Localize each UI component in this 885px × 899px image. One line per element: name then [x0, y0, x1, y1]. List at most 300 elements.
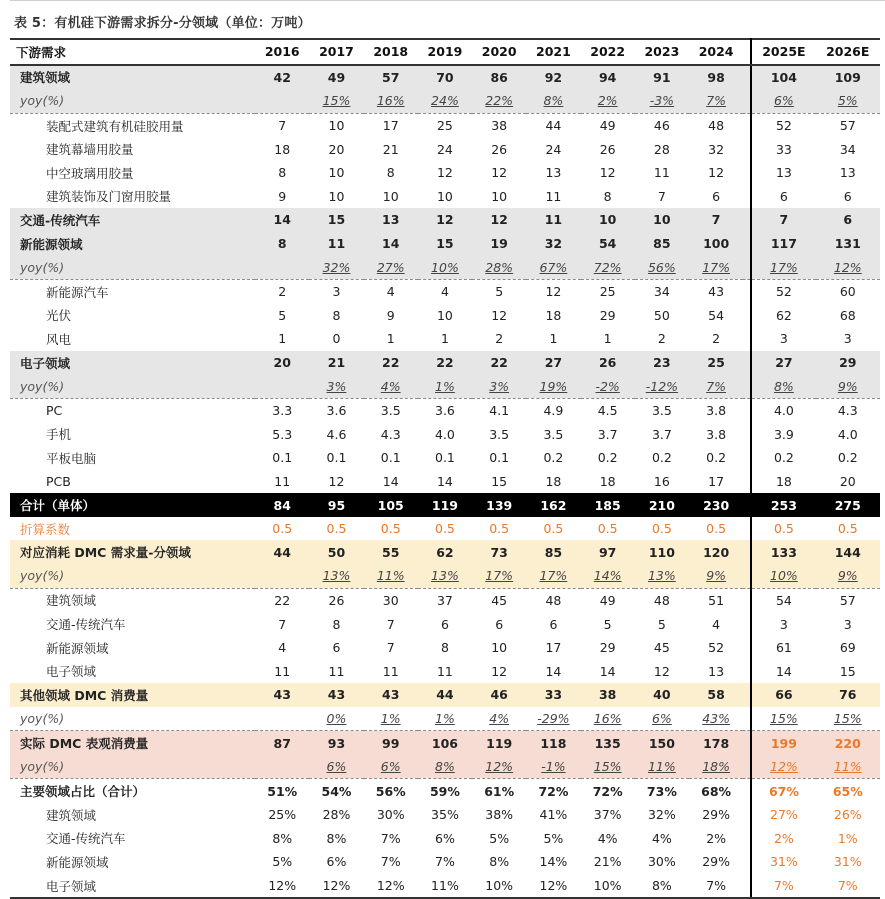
header-year: 2018	[364, 39, 418, 65]
value-cell: 43	[708, 284, 725, 300]
value-cell: 8	[603, 188, 612, 204]
value-cell: 6	[332, 640, 341, 656]
value-cell: 10%	[472, 874, 526, 899]
estimate-divider	[743, 39, 751, 65]
value-cell: 25%	[268, 807, 297, 823]
value-cell: 9	[278, 188, 287, 204]
value-cell: 50	[309, 540, 363, 564]
estimate-cell: 34	[839, 141, 856, 157]
value-cell: 26	[581, 351, 635, 375]
table-row	[10, 612, 880, 636]
table-row	[10, 304, 880, 328]
value-cell: 1%	[418, 707, 472, 731]
value-cell: 11	[274, 663, 291, 679]
value-cell: 26	[328, 592, 345, 608]
value-cell: 11	[274, 473, 291, 489]
estimate-divider	[743, 423, 751, 447]
value-cell: 12	[545, 284, 562, 300]
row-label: 手机	[46, 427, 72, 443]
estimate-cell: 7	[751, 208, 815, 232]
table-header-row	[10, 39, 880, 65]
value-cell: 97	[581, 540, 635, 564]
value-cell: 2	[657, 331, 666, 347]
value-cell: 9	[386, 307, 395, 323]
estimate-cell: 57	[839, 118, 856, 134]
row-label: 对应消耗 DMC 需求量-分领域	[10, 540, 255, 564]
value-cell: 6%	[309, 755, 363, 779]
estimate-cell: 52	[775, 284, 792, 300]
estimate-cell: 3	[843, 616, 852, 632]
value-cell: 3.8	[706, 403, 727, 419]
header-year: 2016	[255, 39, 309, 65]
value-cell: 12	[491, 307, 508, 323]
value-cell: 32	[526, 232, 580, 256]
value-cell: 4	[712, 616, 721, 632]
value-cell: 10%	[581, 874, 635, 899]
value-cell: 0.5	[272, 521, 293, 537]
value-cell: 1	[278, 331, 287, 347]
estimate-cell: 12%	[751, 755, 815, 779]
value-cell: 6%	[364, 755, 418, 779]
value-cell: 7	[689, 208, 743, 232]
estimate-divider	[743, 185, 751, 209]
value-cell: 106	[418, 731, 472, 755]
value-cell: 46	[472, 683, 526, 707]
table-row	[10, 89, 880, 113]
estimate-cell: 18	[775, 473, 792, 489]
value-cell: 59%	[429, 783, 460, 799]
value-cell: 58	[689, 683, 743, 707]
value-cell: 10	[328, 188, 345, 204]
row-label: 平板电脑	[46, 450, 97, 466]
value-cell: 0.1	[435, 450, 455, 466]
row-label: yoy(%)	[10, 707, 255, 731]
value-cell: 28	[653, 141, 670, 157]
estimate-cell: 14	[775, 663, 792, 679]
value-cell: 54	[708, 307, 725, 323]
table-row	[10, 827, 880, 851]
value-cell: 7%	[689, 874, 743, 899]
estimate-divider	[743, 255, 751, 279]
value-cell	[255, 89, 309, 113]
estimate-cell: 61	[775, 640, 792, 656]
row-label: PC	[46, 403, 63, 419]
value-cell: 13%	[635, 564, 689, 588]
value-cell: 28%	[472, 255, 526, 279]
value-cell: 37%	[593, 807, 622, 823]
value-cell: 3.7	[597, 426, 618, 442]
value-cell: 73	[472, 540, 526, 564]
estimate-cell: 12%	[816, 255, 880, 279]
estimate-divider	[743, 137, 751, 161]
value-cell: 32%	[309, 255, 363, 279]
value-cell: 19%	[526, 374, 580, 398]
estimate-divider	[743, 279, 751, 303]
table-row	[10, 779, 880, 803]
estimate-cell: 68	[839, 307, 856, 323]
value-cell: 4%	[472, 707, 526, 731]
value-cell: 86	[472, 65, 526, 90]
table-row	[10, 803, 880, 827]
value-cell: 11%	[364, 564, 418, 588]
value-cell: 0.1	[380, 450, 401, 466]
value-cell: 1%	[364, 707, 418, 731]
row-label: 交通-传统汽车	[46, 617, 126, 633]
value-cell: 27	[526, 351, 580, 375]
row-label: 其他领域 DMC 消费量	[10, 683, 255, 707]
value-cell: 49	[599, 118, 616, 134]
value-cell: 8%	[418, 755, 472, 779]
value-cell: 8	[278, 165, 287, 181]
estimate-cell: 4.0	[773, 403, 794, 419]
value-cell: 17	[545, 640, 562, 656]
value-cell: 119	[418, 493, 472, 517]
row-label: 风电	[46, 331, 72, 347]
value-cell: 98	[689, 65, 743, 90]
value-cell: 72%	[581, 255, 635, 279]
value-cell: 87	[255, 731, 309, 755]
value-cell: 0.2	[706, 450, 727, 466]
estimate-cell: 33	[775, 141, 792, 157]
value-cell: 51%	[267, 783, 298, 799]
value-cell: 4.9	[543, 403, 564, 419]
value-cell: 38%	[485, 807, 514, 823]
row-label: 电子领域	[46, 664, 97, 680]
value-cell: 45	[653, 640, 670, 656]
table-row	[10, 659, 880, 683]
row-label: 新能源汽车	[46, 284, 109, 300]
estimate-divider	[743, 89, 751, 113]
value-cell: 105	[364, 493, 418, 517]
value-cell: 10	[328, 118, 345, 134]
value-cell: 0.5	[597, 521, 618, 537]
estimate-divider	[743, 470, 751, 494]
row-label: yoy(%)	[10, 755, 255, 779]
estimate-cell: 2%	[773, 830, 794, 846]
value-cell: 11	[526, 208, 580, 232]
value-cell: 12	[599, 165, 616, 181]
value-cell: 34	[653, 284, 670, 300]
value-cell: 8%	[489, 854, 510, 870]
value-cell: 50	[653, 307, 670, 323]
value-cell: 57	[364, 65, 418, 90]
table-row	[10, 185, 880, 209]
value-cell: 9%	[689, 564, 743, 588]
table-row	[10, 137, 880, 161]
estimate-cell: 3.9	[773, 426, 794, 442]
estimate-divider	[743, 659, 751, 683]
row-label: 新能源领域	[46, 640, 109, 656]
value-cell: 48	[708, 118, 725, 134]
estimate-cell: 3	[779, 331, 788, 347]
value-cell: 100	[689, 232, 743, 256]
value-cell: 0.2	[543, 450, 564, 466]
value-cell: 0.5	[380, 521, 401, 537]
table-row	[10, 423, 880, 447]
row-label: 交通-传统汽车	[46, 831, 126, 847]
value-cell: 41%	[539, 807, 568, 823]
value-cell: 0%	[309, 707, 363, 731]
value-cell: 162	[526, 493, 580, 517]
value-cell: 14	[599, 663, 616, 679]
value-cell: 4.3	[380, 426, 401, 442]
value-cell: 6%	[635, 707, 689, 731]
value-cell: 43	[364, 683, 418, 707]
value-cell: 2	[278, 284, 287, 300]
value-cell: 4.5	[597, 403, 618, 419]
estimate-cell: 7%	[751, 874, 815, 899]
value-cell: 11	[436, 663, 453, 679]
estimate-cell: 275	[816, 493, 880, 517]
table-row	[10, 755, 880, 779]
estimate-divider	[743, 232, 751, 256]
value-cell: -1%	[526, 755, 580, 779]
value-cell: 11	[545, 188, 562, 204]
value-cell: 1	[603, 331, 612, 347]
value-cell: 14%	[539, 854, 568, 870]
estimate-divider	[743, 874, 751, 899]
value-cell: 43%	[689, 707, 743, 731]
value-cell: 3.8	[706, 426, 727, 442]
value-cell: 49	[309, 65, 363, 90]
value-cell: 26	[491, 141, 508, 157]
value-cell: 61%	[484, 783, 515, 799]
table-row	[10, 588, 880, 612]
value-cell: 0.5	[651, 521, 672, 537]
estimate-cell: 6	[816, 208, 880, 232]
value-cell: 6	[495, 616, 504, 632]
value-cell: 12	[708, 165, 725, 181]
estimate-cell: 76	[816, 683, 880, 707]
value-cell: 139	[472, 493, 526, 517]
row-label: 合计（单体）	[10, 493, 255, 517]
value-cell: 44	[545, 118, 562, 134]
value-cell: 33	[526, 683, 580, 707]
value-cell: 12%	[526, 874, 580, 899]
value-cell: 10%	[418, 255, 472, 279]
value-cell: 15%	[309, 89, 363, 113]
estimate-divider	[743, 850, 751, 874]
table-row	[10, 517, 880, 541]
value-cell: 6	[549, 616, 558, 632]
value-cell: 32%	[647, 807, 676, 823]
value-cell: 7%	[689, 374, 743, 398]
value-cell: 1	[549, 331, 558, 347]
value-cell: 25	[599, 284, 616, 300]
value-cell: 12	[653, 663, 670, 679]
estimate-cell: 220	[816, 731, 880, 755]
value-cell: 56%	[375, 783, 406, 799]
value-cell: 11	[382, 663, 399, 679]
value-cell: 29	[599, 307, 616, 323]
value-cell: 24	[436, 141, 453, 157]
estimate-divider	[743, 351, 751, 375]
estimate-cell: 199	[751, 731, 815, 755]
value-cell: 18%	[689, 755, 743, 779]
value-cell: 15%	[581, 755, 635, 779]
demand-table	[10, 38, 880, 899]
value-cell: 12	[491, 165, 508, 181]
value-cell: 25	[689, 351, 743, 375]
value-cell: 30	[382, 592, 399, 608]
value-cell: 7	[657, 188, 666, 204]
value-cell: 12%	[309, 874, 363, 899]
estimate-cell: 13	[775, 165, 792, 181]
value-cell: 43	[255, 683, 309, 707]
value-cell: 22	[472, 351, 526, 375]
value-cell: 7	[278, 616, 287, 632]
value-cell: 7	[278, 118, 287, 134]
value-cell: 8%	[272, 830, 293, 846]
value-cell: 10	[382, 188, 399, 204]
value-cell: 6%	[435, 830, 455, 846]
value-cell: 14	[364, 232, 418, 256]
table-row	[10, 564, 880, 588]
header-year: 2022	[581, 39, 635, 65]
value-cell: 32	[708, 141, 725, 157]
value-cell: 12	[328, 473, 345, 489]
row-label: yoy(%)	[10, 374, 255, 398]
table-row	[10, 374, 880, 398]
value-cell: 14	[436, 473, 453, 489]
header-year: 2021	[526, 39, 580, 65]
header-year: 2020	[472, 39, 526, 65]
value-cell: 84	[255, 493, 309, 517]
value-cell: 12%	[255, 874, 309, 899]
value-cell: 95	[309, 493, 363, 517]
estimate-divider	[743, 564, 751, 588]
estimate-cell: 11%	[816, 755, 880, 779]
estimate-cell: 26%	[833, 807, 862, 823]
value-cell: 7%	[380, 830, 401, 846]
value-cell: 0.5	[435, 521, 455, 537]
value-cell: 6%	[326, 854, 347, 870]
value-cell: 93	[309, 731, 363, 755]
value-cell: 15	[309, 208, 363, 232]
value-cell: 1	[440, 331, 449, 347]
estimate-divider	[743, 327, 751, 351]
value-cell: 25	[436, 118, 453, 134]
estimate-divider	[743, 683, 751, 707]
header-year: 2017	[309, 39, 363, 65]
value-cell: 3.5	[543, 426, 564, 442]
value-cell	[255, 374, 309, 398]
value-cell: 11%	[418, 874, 472, 899]
value-cell: 6	[712, 188, 721, 204]
estimate-divider	[743, 446, 751, 470]
value-cell: 24%	[418, 89, 472, 113]
value-cell: 178	[689, 731, 743, 755]
value-cell: 11	[653, 165, 670, 181]
value-cell: 0.2	[597, 450, 618, 466]
value-cell: 0.5	[489, 521, 510, 537]
estimate-cell: 57	[839, 592, 856, 608]
value-cell: 94	[581, 65, 635, 90]
value-cell: 2%	[706, 830, 727, 846]
estimate-cell: 31%	[833, 854, 862, 870]
value-cell: 10	[635, 208, 689, 232]
value-cell: 0.5	[706, 521, 727, 537]
value-cell: 10	[581, 208, 635, 232]
value-cell: 0.1	[489, 450, 510, 466]
value-cell: 51	[708, 592, 725, 608]
value-cell: 3.5	[380, 403, 401, 419]
value-cell: 120	[689, 540, 743, 564]
value-cell: 5	[495, 284, 504, 300]
value-cell: 14	[255, 208, 309, 232]
value-cell: 18	[599, 473, 616, 489]
value-cell: 2	[495, 331, 504, 347]
estimate-cell: 131	[816, 232, 880, 256]
estimate-divider	[743, 612, 751, 636]
value-cell: 17%	[689, 255, 743, 279]
value-cell: 13%	[309, 564, 363, 588]
value-cell: 12	[491, 663, 508, 679]
value-cell: 14%	[581, 564, 635, 588]
estimate-divider	[743, 161, 751, 185]
value-cell: 3%	[309, 374, 363, 398]
value-cell: 22%	[472, 89, 526, 113]
estimate-cell: 60	[839, 284, 856, 300]
value-cell: 85	[526, 540, 580, 564]
estimate-divider	[743, 731, 751, 755]
value-cell: 135	[581, 731, 635, 755]
row-label: 实际 DMC 表观消费量	[10, 731, 255, 755]
estimate-cell: 0.2	[773, 450, 794, 466]
header-year: 2024	[689, 39, 743, 65]
value-cell: 150	[635, 731, 689, 755]
value-cell: 13	[708, 663, 725, 679]
table-row	[10, 327, 880, 351]
value-cell: 8	[332, 307, 341, 323]
estimate-cell: 133	[751, 540, 815, 564]
value-cell: 3.6	[326, 403, 347, 419]
estimate-divider	[743, 707, 751, 731]
value-cell: 14	[382, 473, 399, 489]
table-row	[10, 636, 880, 660]
estimate-cell: 6%	[751, 89, 815, 113]
estimate-divider	[743, 304, 751, 328]
value-cell: 185	[581, 493, 635, 517]
estimate-cell: 0.2	[837, 450, 858, 466]
value-cell: 210	[635, 493, 689, 517]
value-cell: 14	[545, 663, 562, 679]
value-cell: 26	[599, 141, 616, 157]
table-row	[10, 707, 880, 731]
value-cell: 18	[274, 141, 291, 157]
row-label: 建筑领域	[46, 807, 97, 823]
estimate-cell: 7%	[816, 874, 880, 899]
value-cell: 1	[386, 331, 395, 347]
value-cell	[255, 564, 309, 588]
value-cell: 48	[545, 592, 562, 608]
value-cell: 4%	[364, 374, 418, 398]
row-label: 建筑领域	[10, 65, 255, 90]
value-cell: 46	[653, 118, 670, 134]
value-cell: 4	[386, 284, 395, 300]
value-cell: 16%	[581, 707, 635, 731]
value-cell: 4%	[597, 830, 618, 846]
value-cell: 44	[418, 683, 472, 707]
value-cell: 5.3	[272, 426, 293, 442]
value-cell: 73%	[646, 783, 677, 799]
estimate-cell: 54	[775, 592, 792, 608]
row-label: 主要领域占比（合计）	[20, 784, 146, 800]
value-cell: 49	[599, 592, 616, 608]
estimate-cell: 15%	[816, 707, 880, 731]
value-cell	[255, 707, 309, 731]
value-cell: 27%	[364, 255, 418, 279]
